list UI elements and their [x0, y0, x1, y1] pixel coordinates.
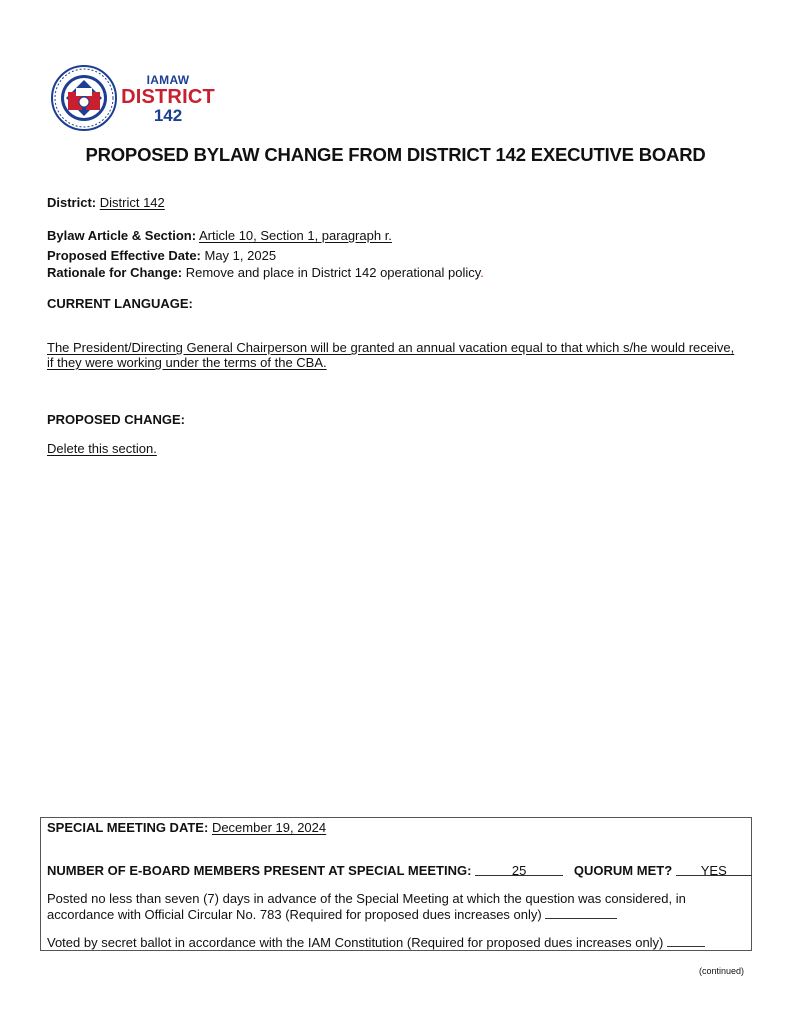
members-present-label: NUMBER OF E-BOARD MEMBERS PRESENT AT SPECIAL MEETING: — [47, 863, 472, 878]
logo-number: 142 — [153, 106, 183, 125]
rationale-label: Rationale for Change: — [47, 265, 183, 280]
logo-district: DISTRICT — [121, 86, 215, 108]
posted-notice-text: Posted no less than seven (7) days in advance of the Special Meeting at which the question was considered, in accordance with Official Circular No. 783 (Required for proposed dues increases only) — [47, 891, 686, 922]
effective-date-value: May 1, 2025 — [204, 248, 277, 263]
iam-seal-icon — [50, 64, 120, 132]
district-field — [47, 195, 165, 211]
rationale-field — [47, 265, 484, 281]
rationale-period: . — [480, 265, 484, 280]
rationale-value: Remove and place in District 142 operational policy — [185, 265, 481, 280]
continued-note: (continued) — [698, 966, 744, 976]
members-present-line — [47, 863, 752, 878]
quorum-label: QUORUM MET? — [573, 863, 673, 878]
proposed-change-heading: PROPOSED CHANGE: — [47, 412, 185, 427]
secret-ballot-line — [47, 934, 747, 950]
proposed-change-text: Delete this section. — [47, 441, 157, 456]
district-value: District 142 — [99, 195, 165, 210]
members-present-value: 25 — [475, 863, 563, 876]
effective-date-label: Proposed Effective Date: — [47, 248, 201, 263]
effective-date-field — [47, 248, 276, 264]
article-value: Article 10, Section 1, paragraph r. — [198, 228, 392, 243]
current-language-text: The President/Directing General Chairperson will be granted an annual vacation equal to that which s/he would receive, if they were working under the terms of the CBA. — [47, 340, 735, 370]
logo-iamaw: IAMAW — [146, 73, 190, 87]
district-label: District: — [47, 195, 97, 210]
posted-notice-blank — [545, 906, 617, 919]
posted-notice-line — [47, 891, 737, 922]
article-label: Bylaw Article & Section: — [47, 228, 197, 243]
special-meeting-date-value: December 19, 2024 — [211, 820, 327, 835]
secret-ballot-blank — [667, 934, 705, 947]
special-meeting-date — [47, 820, 326, 835]
special-meeting-date-label: SPECIAL MEETING DATE: — [47, 820, 209, 835]
special-meeting-box — [40, 817, 752, 951]
current-language-heading: CURRENT LANGUAGE: — [47, 296, 193, 311]
quorum-value: YES — [676, 863, 752, 876]
logo-text — [118, 74, 218, 124]
page-title: PROPOSED BYLAW CHANGE FROM DISTRICT 142 EXECUTIVE BOARD — [85, 144, 706, 165]
secret-ballot-text: Voted by secret ballot in accordance with the IAM Constitution (Required for proposed dues increases only) — [47, 935, 664, 950]
article-field — [47, 228, 392, 244]
